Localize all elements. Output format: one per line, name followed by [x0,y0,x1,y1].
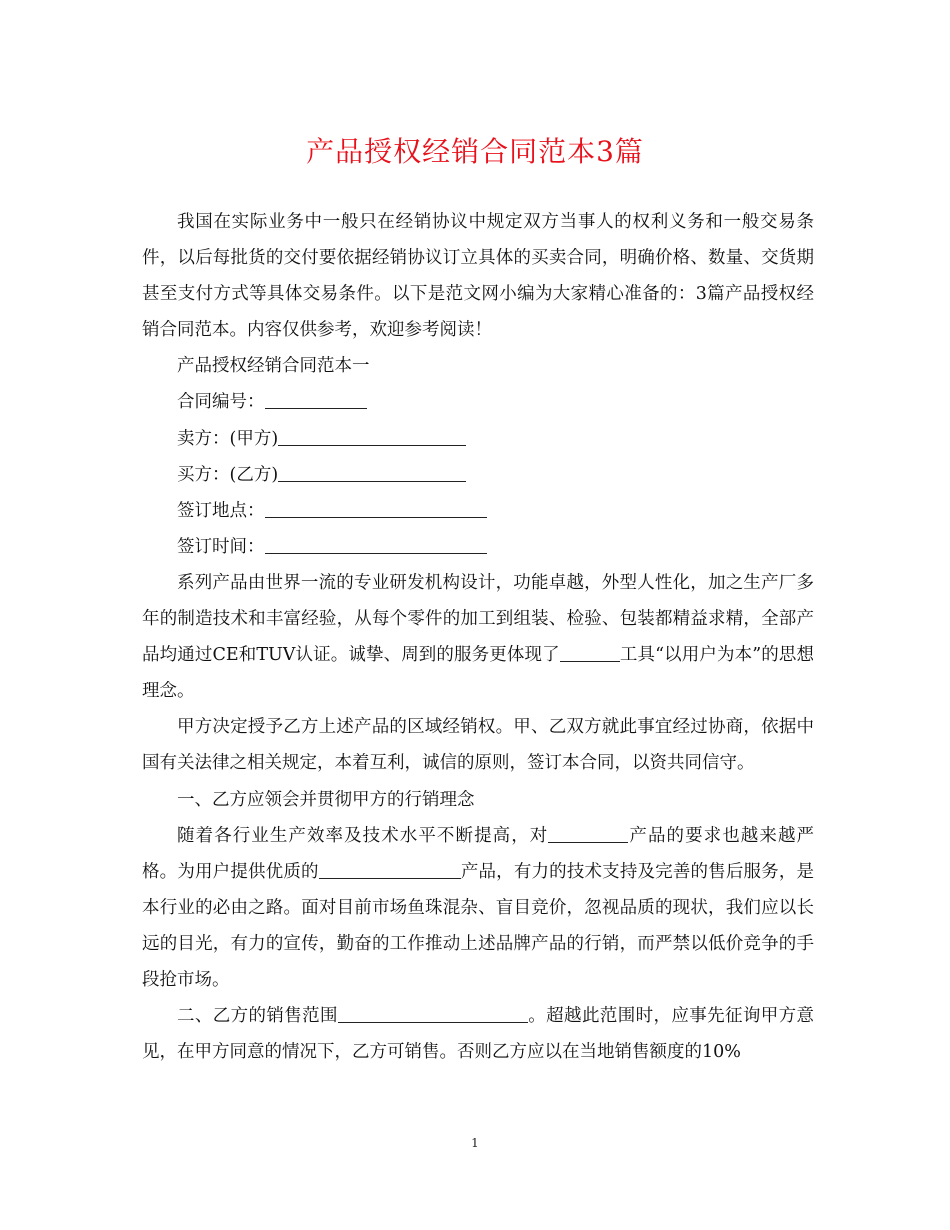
clause-1-heading: 一、乙方应领会并贯彻甲方的行销理念 [177,789,475,810]
clause-1-paragraph [142,818,814,998]
paragraph-text: 系列产品由世界一流的专业研发机构设计，功能卓越，外型人性化，加之生产厂多年的制造技术和丰富经验，从每个零件的加工到组装、检验、包装都精益求精，全部产品均通过CE和TUV认证。诚挚、周到的服务更体现了 [142,572,814,666]
product-paragraph [142,565,814,709]
blank-line [548,820,628,843]
blank-line [265,386,367,409]
document-body [142,204,814,1070]
blank-line [265,495,487,518]
intro-paragraph: 我国在实际业务中一般只在经销协议中规定双方当事人的权利义务和一般交易条件，以后每批货的交付要依据经销协议订立具体的买卖合同，明确价格、数量、交货期甚至支付方式等具体交易条件。以下是范文网小编为大家精心准备的：3篇产品授权经销合同范本。内容仅供参考，欢迎参考阅读！ [142,212,814,341]
section-heading: 产品授权经销合同范本一 [177,356,370,377]
field-contract-number [142,384,814,420]
field-label: 合同编号： [177,392,265,413]
paragraph-text: 工具“以用户为本”的思想理念。 [142,645,814,702]
field-label: 买方：(乙方) [177,464,279,485]
paragraph-text: 产品的要求也越来越严格。为用户提供优质的 [142,825,815,882]
field-sign-time [142,529,814,565]
paragraph-text: 产品，有力的技术支持及完善的售后服务，是本行业的必由之路。面对目前市场鱼珠混杂、盲目竞价，忽视品质的现状，我们应以长远的目光，有力的宣传，勤奋的工作推动上述品牌产品的行销，而严禁以低价竞争的手段抢市场。 [142,861,815,990]
clause-2-paragraph [142,998,814,1070]
field-label: 卖方：(甲方) [177,428,279,449]
blank-line [338,1000,528,1023]
paragraph-text: 二、乙方的销售范围 [177,1006,338,1027]
field-label: 签订时间： [177,536,265,557]
blank-line [278,459,466,482]
paragraph-text: 随着各行业生产效率及技术水平不断提高，对 [177,825,549,846]
field-buyer [142,457,814,493]
page-number: 1 [471,1136,479,1150]
blank-line [319,856,461,879]
blank-line [265,531,487,554]
blank-line [278,423,466,446]
authorization-paragraph: 甲方决定授予乙方上述产品的区域经销权。甲、乙双方就此事宜经过协商，依据中国有关法律之相关规定，本着互利，诚信的原则，签订本合同，以资共同信守。 [142,717,814,774]
field-seller [142,421,814,457]
paragraph-text: 。超越此范围时，应事先征询甲方意见，在甲方同意的情况下，乙方可销售。否则乙方应以在当地销售额度的10% [142,1006,815,1063]
field-sign-location [142,493,814,529]
blank-line [560,639,620,662]
document-title: 产品授权经销合同范本3篇 [306,135,644,168]
field-label: 签订地点： [177,500,265,521]
